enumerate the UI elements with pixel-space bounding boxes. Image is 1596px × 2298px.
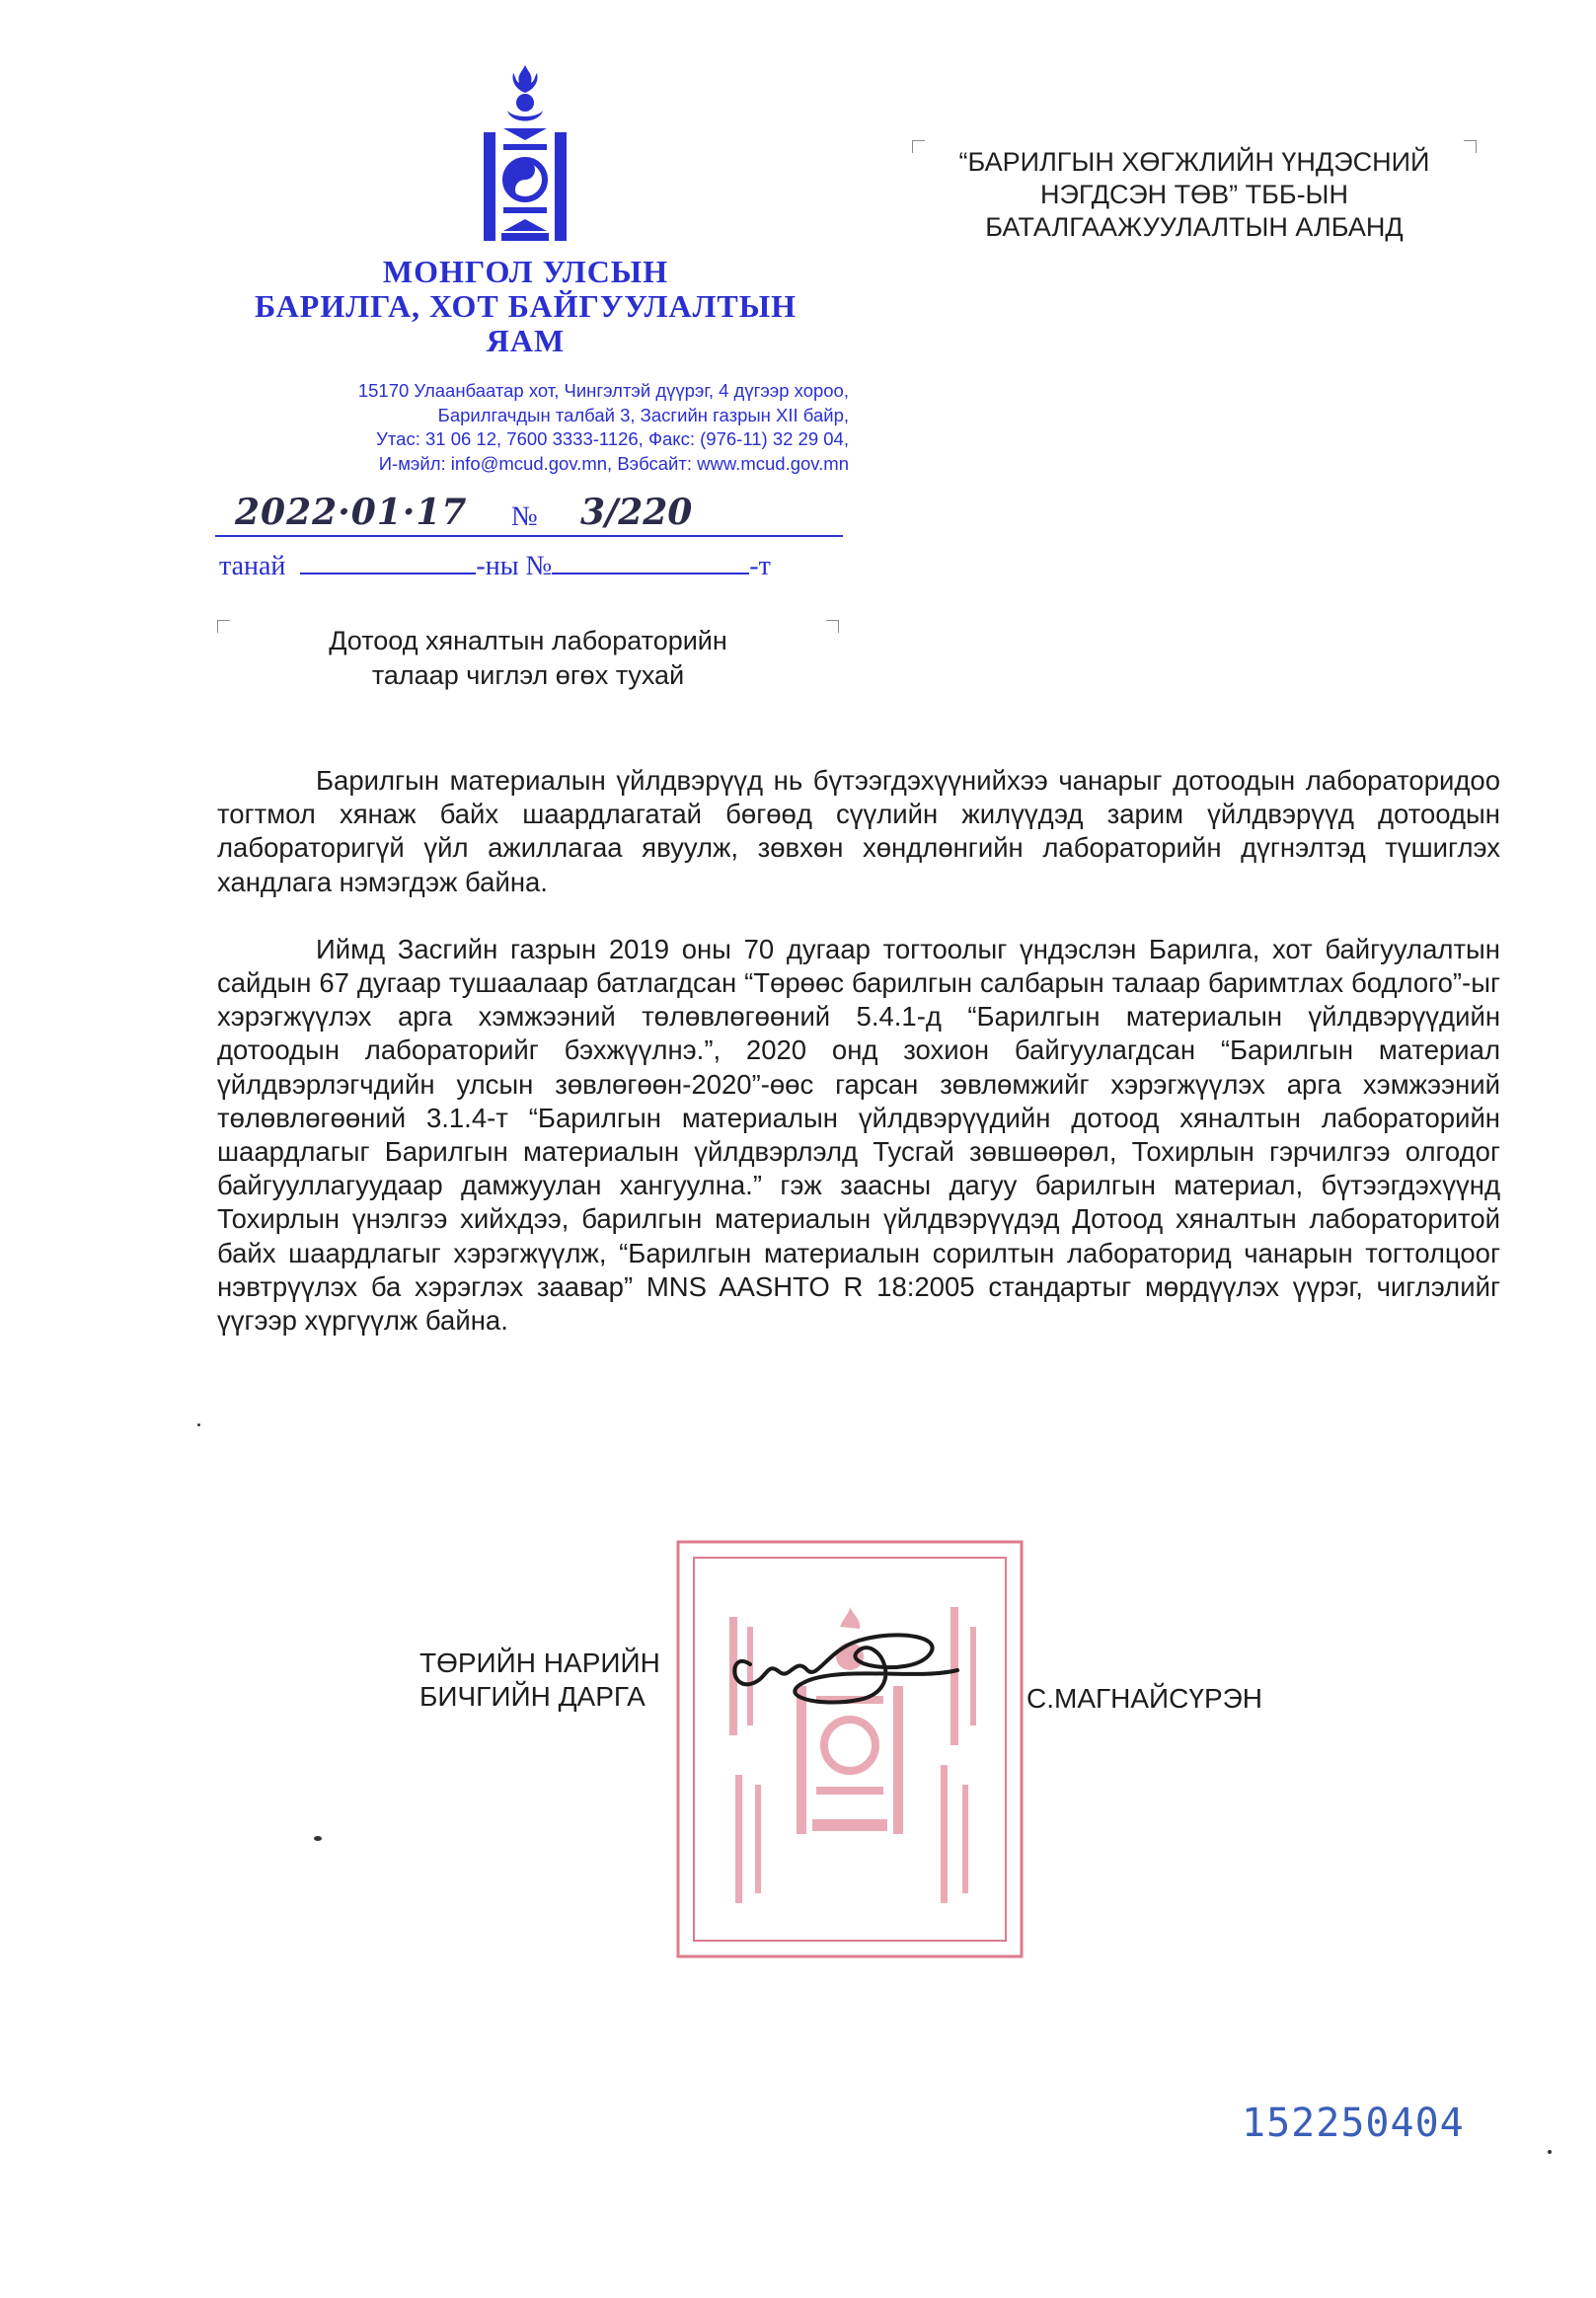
handwritten-number: 3/220 (580, 492, 693, 533)
subject-block (227, 624, 829, 693)
address-line: Барилгачдын талбай 3, Засгийн газрын XII байр, (437, 404, 849, 425)
reference-underline (215, 535, 843, 537)
body-paragraph: Барилгын материалын үйлдвэрүүд нь бүтээгдэхүүнийхээ чанарыг дотоодын лабораторидоо тогтмол хянаж байх шаардлагатай бөгөөд сүүлийн жилүүдэд зарим үйлдвэрүүд дотоодын лабораторигүй үйл ажиллагаа явуулж, зөвхөн хөндлөнгийн лабораторийн дүгнэлтэд түшиглэх хандлага нэмэгдэж байна. (217, 765, 1500, 897)
reply-suffix: -т (749, 551, 771, 581)
soyombo-emblem-icon (472, 63, 578, 245)
handwritten-date: 2022·01·17 (235, 492, 468, 533)
address-line: Утас: 31 06 12, 7600 3333-1126, Факс: (976-11) 32 29 04, (376, 428, 849, 449)
ministry-line: МОНГОЛ УЛСЫН (382, 254, 669, 289)
corner-mark (1464, 140, 1477, 153)
address-line: И-мэйл: info@mcud.gov.mn, Вэбсайт: www.mcud.gov.mn (378, 452, 849, 474)
corner-mark (826, 620, 839, 633)
recipient-line: “БАРИЛГЫН ХӨГЖЛИЙН ҮНДЭСНИЙ (958, 147, 1430, 177)
signer-title-line: БИЧГИЙН ДАРГА (419, 1681, 646, 1712)
blank-field (552, 555, 749, 574)
signer-title (419, 1647, 660, 1714)
address-line: 15170 Улаанбаатар хот, Чингэлтэй дүүрэг, 4 дүгээр хороо, (357, 380, 849, 401)
reply-reference-line (219, 551, 851, 584)
handwritten-signature (711, 1611, 967, 1720)
reply-mid: -ны № (476, 551, 553, 581)
blank-field (300, 555, 476, 574)
recipient-block (888, 146, 1500, 244)
letter-body (217, 764, 1500, 1338)
recipient-line: БАТАЛГААЖУУЛАЛТЫН АЛБАНД (985, 212, 1404, 242)
number-label: № (511, 501, 538, 532)
signer-title-line: ТӨРИЙН НАРИЙН (419, 1647, 660, 1678)
subject-line: талаар чиглэл өгөх тухай (371, 660, 685, 690)
scan-speck (197, 1423, 200, 1426)
ministry-line: ЯАМ (486, 323, 566, 358)
reference-line (215, 492, 843, 541)
subject-line: Дотоод хяналтын лабораторийн (329, 626, 727, 655)
reply-prefix: танай (219, 551, 286, 581)
registration-number: 152250404 (1242, 2101, 1465, 2146)
corner-mark (217, 620, 230, 633)
scan-speck (1548, 2150, 1552, 2154)
signer-name: С.МАГНАЙСҮРЭН (1026, 1683, 1262, 1714)
recipient-line: НЭГДСЭН ТӨВ” ТББ-ЫН (1040, 180, 1348, 209)
ministry-address (197, 379, 849, 476)
body-paragraph: Иймд Засгийн газрын 2019 оны 70 дугаар тогтоолыг үндэслэн Барилга, хот байгуулалтын сайдын 67 дугаар тушаалаар батлагдсан “Төрөөс барилгын салбарын талаар баримтлах бодлого”-ыг хэрэгжүүлэх арга хэмжээний төлөвлөгөөний 5.4.1-д “Барилгын материалын үйлдвэрүүдийн дотоодын лабораторийг бэхжүүлнэ.”, 2020 онд зохион байгуулагдсан “Барилгын материал үйлдвэрлэгчдийн улсын зөвлөгөөн-2020”-өөс гарсан зөвлөмжийг хэрэгжүүлэх арга хэмжээний төлөвлөгөөний 3.1.4-т “Барилгын материалын үйлдвэрүүдийн дотоод хяналтын лабораторийн шаардлагыг Барилгын материалын үйлдвэрлэлд Тусгай зөвшөөрөл, Тохирлын гэрчилгээ олгодог байгууллагуудаар дамжуулан хангуулна.” гэж заасны дагуу барилгын материал, бүтээгдэхүүнд Тохирлын үнэлгээ хийхдээ, барилгын материалын үйлдвэрүүдэд Дотоод хяналтын лабораторитой байх шаардлагыг хэрэгжүүлж, “Барилгын материалын сорилтын лабораторид чанарын тогтолцоог нэвтрүүлэх ба хэрэглэх заавар” MNS AASHTO R 18:2005 стандартыг мөрдүүлэх үүрэг, чиглэлийг үүгээр хүргүүлж байна. (217, 933, 1500, 1337)
official-seal-stamp (674, 1538, 1026, 1960)
ministry-name (197, 255, 854, 358)
corner-mark (912, 140, 925, 153)
scan-speck (314, 1836, 322, 1841)
ministry-line: БАРИЛГА, ХОТ БАЙГУУЛАЛТЫН (254, 288, 798, 324)
